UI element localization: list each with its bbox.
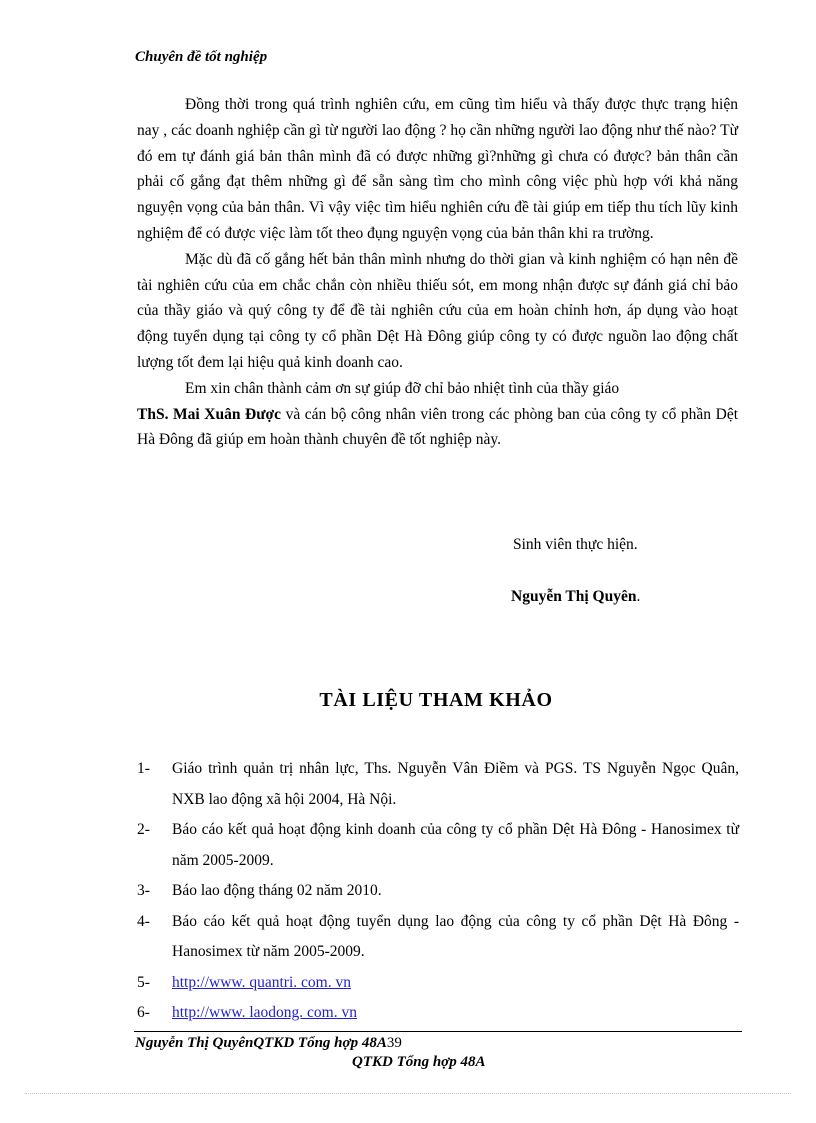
footer-author-text: Nguyễn Thị QuyênQTKD Tổng hợp 48A [135,1035,387,1051]
reference-item [137,998,739,1029]
body-paragraph-thanks [137,376,738,453]
signature-name-suffix: . [636,588,641,605]
thanks-text-after: và cán bộ công nhân viên trong các phòng ban của công ty cổ phần Dệt Hà Đông đã giúp em hoàn thành chuyên đề tốt nghiệp này. [137,405,739,449]
footer-author [135,1035,402,1052]
teacher-name: ThS. Mai Xuân Được [137,405,281,423]
reference-item [137,754,739,815]
footer-divider [134,1031,742,1032]
reference-item [137,876,739,907]
reference-number: 4- [137,912,150,930]
footer-class: QTKD Tổng hợp 48A [352,1054,486,1070]
body-paragraph-2: Mặc dù đã cố gắng hết bản thân mình nhưng do thời gian và kinh nghiệm có hạn nên đề tài nghiên cứu của em chắc chắn còn nhiều thiếu sót, em mong nhận được sự đánh giá chỉ bảo của thầy giáo và quý công ty để đề tài nghiên cứu của em hoàn chỉnh hơn, áp dụng vào hoạt động tuyển dụng tại công ty cổ phần Dệt Hà Đông giúp công ty có được nguồn lao động chất lượng tốt đem lại hiệu quả kinh doanh cao. [137,250,738,371]
reference-number: 3- [137,882,150,899]
reference-text: Báo cáo kết quả hoạt động tuyển dụng lao động của công ty cổ phần Dệt Hà Đông - Hanosimex từ năm 2005-2009. [172,912,739,960]
reference-text: Báo lao động tháng 02 năm 2010. [172,882,382,899]
reference-text: Báo cáo kết quả hoạt động kinh doanh của công ty cổ phần Dệt Hà Đông - Hanosimex từ năm 2005-2009. [172,821,739,869]
references-list [137,754,739,1029]
page-number: 39 [386,1035,402,1051]
body-paragraph-1: Đồng thời trong quá trình nghiên cứu, em cũng tìm hiểu và thấy được thực trạng hiện nay , các doanh nghiệp cần gì từ người lao động ? họ cần những người lao động như thế nào? Từ đó em tự đánh giá bản thân mình đã có được những gì?những gì chưa có được? bản thân cần phải cố gắng đạt thêm những gì để sẵn sàng tìm cho mình công việc phù hợp với khả năng nguyện vọng của bản thân. Vì vậy việc tìm hiểu nghiên cứu đề tài giúp em tiếp thu tích lũy kinh nghiệm để có được việc làm tốt theo đụng nguyện vọng của bản thân khi ra trường. [137,96,738,242]
reference-number: 2- [137,821,150,838]
page-bottom-divider [25,1093,791,1094]
signature-title: Sinh viên thực hiện. [513,536,638,553]
reference-item [137,907,739,968]
reference-number: 1- [137,760,150,777]
reference-number: 5- [137,973,150,991]
references-title: TÀI LIỆU THAM KHẢO [319,689,553,711]
reference-item [137,968,739,999]
reference-link-laodong[interactable]: http://www. laodong. com. vn [172,1004,357,1021]
page-header-title: Chuyên đề tốt nghiệp [135,49,268,65]
signature-name: Nguyễn Thị Quyên [511,588,637,605]
thanks-text-before: Em xin chân thành cảm ơn sự giúp đỡ chỉ bảo nhiệt tình của thầy giáo [185,379,620,397]
reference-link-quantri[interactable]: http://www. quantri. com. vn [172,973,351,991]
signature-name-line [511,588,640,606]
reference-number: 6- [137,1004,150,1021]
reference-item [137,815,739,876]
body-text [137,92,738,453]
reference-text: Giáo trình quản trị nhân lực, Ths. Nguyễn Vân Điềm và PGS. TS Nguyễn Ngọc Quân, NXB lao động xã hội 2004, Hà Nội. [172,760,739,808]
